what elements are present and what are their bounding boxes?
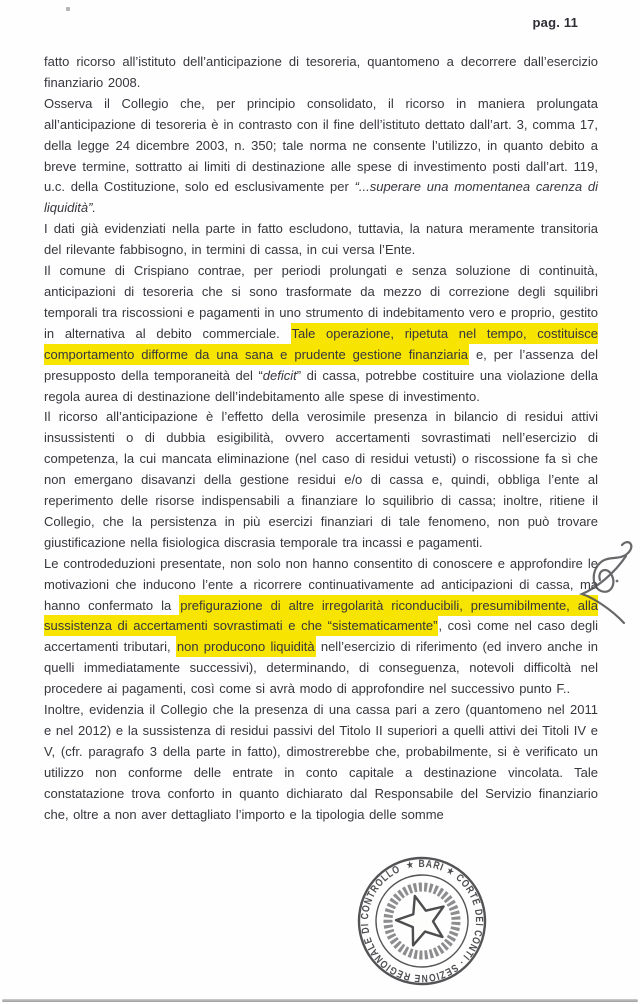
paragraph [44,407,598,553]
scan-artifact-speck [66,7,70,11]
stamp-ring-text: ★ BARI ★ CORTE DEI CONTI · SEZIONE REGIONALE DI CONTROLLO [358,857,486,985]
text-segment: e, per l’assenza del presupposto della temporaneità del “ [44,346,598,383]
text-segment: Osserva il Collegio che, per principio consolidato, il ricorso in maniera prolungata all’anticipazione di tesoreria è in contrasto con il fine dell’istituto dettato dall’art. 3, comma 17, della legge 24 dicembre 2003, n. 350; tale norma ne consente l’utilizzo, in quanto debito a breve termine, sottratto ai limiti di destinazione alle spese di investimento posti dall’art. 119, u.c. della Costituzione, solo ed esclusivamente per [44,95,598,195]
paragraph [44,94,598,219]
text-segment: , così come nel caso degli accertamenti tributari, [44,618,599,655]
text-segment: Il ricorso all’anticipazione è l’effetto della verosimile presenza in bilancio di residui attivi insussistenti o di dubbia esigibilità, ovvero accertamenti sovrastimati nell’esercizio di competenza, la cui mancata eliminazione (nel caso di residui vetusti) o riscossione fa sì che non emergano disavanzi della gestione residui e/o di cassa e, quindi, obbliga l’ente al reperimento delle risorse indispensabili a finanziare lo squilibrio di cassa; inoltre, ritiene il Collegio, che la persistenza in più esercizi finanziari di tale fenomeno, non può trovare giustificazione nella fisiologica discrasia temporale tra incassi e pagamenti. [44,409,598,550]
text-segment: Le controdeduzioni presentate, non solo non hanno consentito di conoscere e approfondire le motivazioni che inducono l’ente a ricorrere continuativamente ad anticipazioni di cassa, ma hanno confermato la [44,555,598,613]
highlighted-text: Tale operazione, ripetuta nel tempo, costituisce comportamento difforme da una sana e prudente gestione finanziaria [44,323,598,365]
text-segment: I dati già evidenziati nella parte in fatto escludono, tuttavia, la natura meramente transitoria del rilevante fabbisogno, in termini di cassa, in cui versa l’Ente. [44,221,598,258]
text-segment: Inoltre, evidenzia il Collegio che la presenza di una cassa pari a zero (quantomeno nel 2011 e nel 2012) e la sussistenza di residui passivi del Titolo II superiori a quelli attivi dei Titoli IV e V, (cfr. paragrafo 3 della parte in fatto), dimostrerebbe che, probabilmente, si è verificato un utilizzo non conforme delle entrate in conto capitale a destinazione vincolata. Tale constatazione trova conforto in quanto dichiarato dal Responsabile del Servizio finanziario che, oltre a non aver dettagliato l’importo e la tipologia delle somme [44,702,598,822]
paragraph [44,52,598,94]
paragraph [44,700,598,825]
document-body [44,52,598,826]
page-bottom-edge [2,999,638,1002]
text-segment: Il comune di Crispiano contrae, per periodi prolungati e senza soluzione di continuità, anticipazioni di tesoreria che si sono trasformate da mezzo di correzione degli squilibri temporali tra riscossioni e pagamenti in uno strumento di indebitamento vero e proprio, gestito in alternativa al debito commerciale. [44,263,598,341]
text-segment: ” di cassa, potrebbe costituire una violazione della regola aurea di destinazione dell’indebitamento alle spese di investimento. [44,367,598,404]
text-segment: “...superare una momentanea carenza di liquidità”. [44,179,598,216]
highlighted-text: non producono liquidità [176,636,316,657]
signature-mark [566,536,638,628]
paragraph [44,219,598,261]
text-segment: deficit [262,367,297,383]
signature-dot [616,580,619,583]
highlighted-text: prefigurazione di altre irregolarità riconducibili, presumibilmente, alla sussistenza di accertamenti sovrastimati e che “sistematicamente” [44,595,598,637]
official-stamp [317,816,527,1004]
paragraph [44,261,598,407]
signature-tail [582,556,626,623]
text-segment: nell’esercizio di riferimento (ed invero anche in quelli immediatamente successivi), determinando, di conseguenza, notevoli difficoltà nel procedere ai pagamenti, così come si avrà modo di approfondire nel successivo punto F.. [44,639,599,697]
text-segment: fatto ricorso all’istituto dell’anticipazione di tesoreria, quantomeno a decorrere dall’esercizio finanziario 2008. [44,54,598,90]
page-number: pag. 11 [532,15,578,30]
paragraph [44,554,598,700]
